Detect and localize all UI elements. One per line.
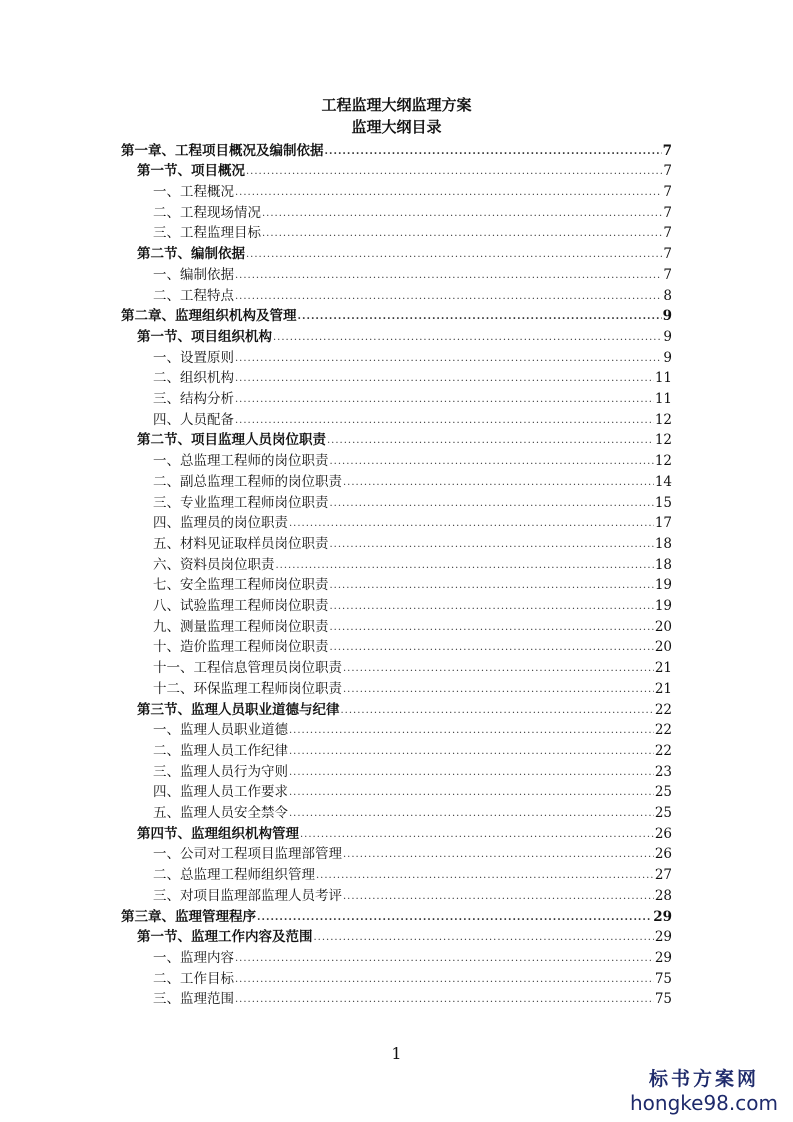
toc-entry-label: 第四节、监理组织机构管理 [137,825,299,842]
toc-entry-label: 三、监理范围 [153,991,234,1008]
toc-entry[interactable] [137,160,672,181]
toc-leader-dots [341,702,654,716]
toc-entry-label: 三、工程监理目标 [153,225,261,242]
toc-entry-page: 7 [663,204,672,221]
toc-entry-label: 二、总监理工程师组织管理 [153,867,315,884]
toc-leader-dots [246,163,662,177]
toc-heading: 监理大纲目录 [351,118,442,136]
toc-entry-label: 二、工程现场情况 [153,204,261,221]
toc-entry-label: 第一节、项目组织机构 [137,328,272,345]
toc-entry-label: 九、测量监理工程师岗位职责 [153,618,329,635]
toc-entry-label: 三、结构分析 [153,391,234,408]
toc-entry[interactable] [153,864,672,885]
toc-entry-page: 14 [654,473,672,490]
toc-entry-label: 二、工作目标 [153,970,234,987]
toc-leader-dots [235,971,654,985]
toc-entry-page: 27 [654,867,672,884]
toc-entry-page: 26 [654,846,672,863]
toc-entry-page: 9 [662,308,672,325]
toc-entry-page: 18 [654,535,672,552]
toc-leader-dots [246,246,662,260]
toc-entry-label: 十二、环保监理工程师岗位职责 [153,680,342,697]
toc-entry-page: 21 [654,680,672,697]
toc-entry-label: 十一、工程信息管理员岗位职责 [153,660,342,677]
toc-entry[interactable] [153,222,672,243]
toc-entry[interactable] [153,387,672,408]
toc-entry-label: 一、设置原则 [153,349,234,366]
toc-leader-dots [289,743,654,757]
toc-entry-page: 17 [654,515,672,532]
toc-entry[interactable] [153,988,672,1009]
toc-entry[interactable] [153,574,672,595]
toc-entry-label: 四、监理人员工作要求 [153,784,288,801]
toc-entry[interactable] [137,822,672,843]
toc-entry[interactable] [153,201,672,222]
toc-entry-label: 第一节、监理工作内容及范围 [137,929,313,946]
toc-entry[interactable] [153,636,672,657]
toc-leader-dots [289,722,654,736]
toc-leader-dots [330,639,654,653]
toc-leader-dots [314,929,654,943]
toc-entry-label: 二、工程特点 [153,287,234,304]
toc-entry[interactable] [153,532,672,553]
toc-entry-page: 18 [654,556,672,573]
toc-entry[interactable] [153,719,672,740]
toc-leader-dots [289,764,654,778]
toc-leader-dots [273,329,662,343]
toc-leader-dots [330,495,654,509]
toc-entry-label: 三、专业监理工程师岗位职责 [153,494,329,511]
toc-entry[interactable] [153,512,672,533]
toc-entry[interactable] [153,657,672,678]
toc-entry-page: 20 [654,618,672,635]
toc-entry-label: 六、资料员岗位职责 [153,556,275,573]
watermark-url: hongke98.com [630,1091,778,1115]
toc-leader-dots [276,557,654,571]
toc-entry-page: 8 [663,287,672,304]
toc-leader-dots [235,391,654,405]
toc-leader-dots [235,288,662,302]
toc-entry-page: 12 [654,411,672,428]
toc-entry-page: 9 [663,328,672,345]
toc-entry-page: 9 [663,349,672,366]
toc-leader-dots [343,681,654,695]
toc-leader-dots [235,350,662,364]
toc-entry[interactable] [153,801,672,822]
toc-entry[interactable] [153,739,672,760]
toc-entry-label: 一、工程概况 [153,184,234,201]
toc-leader-dots [327,432,654,446]
watermark-site-name: 标书方案网 [648,1068,759,1090]
toc-entry[interactable] [153,967,672,988]
toc-entry-page: 11 [654,370,672,387]
toc-leader-dots [330,619,654,633]
toc-entry[interactable] [153,884,672,905]
toc-leader-dots [257,909,652,923]
toc-entry[interactable] [137,243,672,264]
toc-entry-page: 29 [653,908,672,925]
toc-entry[interactable] [137,698,672,719]
toc-entry[interactable] [153,180,672,201]
toc-leader-dots [316,867,654,881]
toc-entry-label: 一、监理内容 [153,949,234,966]
toc-entry-label: 五、监理人员安全禁令 [153,805,288,822]
toc-entry-page: 19 [654,598,672,615]
toc-entry[interactable] [137,926,672,947]
toc-entry[interactable] [153,594,672,615]
toc-entry-label: 一、公司对工程项目监理部管理 [153,846,342,863]
toc-entry-page: 7 [663,184,672,201]
toc-entry-page: 7 [663,246,672,263]
toc-entry-label: 三、监理人员行为守则 [153,763,288,780]
toc-entry-page: 7 [663,163,672,180]
toc-entry-page: 22 [654,701,672,718]
toc-entry-label: 七、安全监理工程师岗位职责 [153,577,329,594]
toc-leader-dots [262,225,662,239]
toc-entry-label: 第二章、监理组织机构及管理 [121,308,297,325]
toc-entry-page: 23 [654,763,672,780]
toc-entry[interactable] [121,305,672,326]
toc-leader-dots [235,950,654,964]
toc-entry-page: 28 [654,887,672,904]
toc-leader-dots [298,308,662,322]
toc-leader-dots [330,453,654,467]
toc-leader-dots [235,184,662,198]
toc-entry[interactable] [121,905,672,926]
toc-entry[interactable] [153,450,672,471]
toc-entry-page: 11 [654,391,672,408]
toc-entry-page: 20 [654,639,672,656]
toc-entry[interactable] [153,346,672,367]
toc-entry-label: 十、造价监理工程师岗位职责 [153,639,329,656]
toc-entry-label: 一、监理人员职业道德 [153,722,288,739]
toc-entry-label: 一、总监理工程师的岗位职责 [153,453,329,470]
toc-entry-page: 29 [654,929,672,946]
toc-entry[interactable] [153,491,672,512]
toc-entry[interactable] [137,325,672,346]
toc-entry-label: 第二节、编制依据 [137,246,245,263]
toc-entry-label: 一、编制依据 [153,266,234,283]
toc-entry-page: 26 [654,825,672,842]
toc-leader-dots [289,805,654,819]
toc-entry-label: 二、组织机构 [153,370,234,387]
toc-entry-page: 12 [654,453,672,470]
toc-entry-label: 第二节、项目监理人员岗位职责 [137,432,326,449]
toc-entry-page: 7 [663,225,672,242]
toc-leader-dots [343,474,654,488]
toc-leader-dots [235,991,654,1005]
page-number: 1 [391,1044,402,1063]
toc-leader-dots [343,846,654,860]
document-title: 工程监理大纲监理方案 [321,96,472,114]
toc-leader-dots [300,826,654,840]
toc-entry[interactable] [153,760,672,781]
toc-entry-page: 75 [654,991,672,1008]
toc-entry[interactable] [153,263,672,284]
toc-entry[interactable] [153,470,672,491]
toc-leader-dots [289,784,654,798]
toc-entry-label: 三、对项目监理部监理人员考评 [153,887,342,904]
toc-entry-label: 四、人员配备 [153,411,234,428]
toc-entry-page: 12 [654,432,672,449]
site-watermark [629,1067,779,1115]
toc-entry[interactable] [153,843,672,864]
toc-leader-dots [235,267,662,281]
toc-entry-label: 第一节、项目概况 [137,163,245,180]
toc-entry[interactable] [153,946,672,967]
toc-leader-dots [235,370,654,384]
toc-leader-dots [343,660,654,674]
toc-entry[interactable] [153,367,672,388]
toc-entry[interactable] [153,408,672,429]
toc-leader-dots [330,577,654,591]
toc-entry-page: 21 [654,660,672,677]
toc-entry-page: 7 [662,142,672,159]
toc-leader-dots [330,598,654,612]
toc-entry[interactable] [153,781,672,802]
toc-entry-page: 75 [654,970,672,987]
toc-entry-label: 二、监理人员工作纪律 [153,742,288,759]
toc-entry[interactable] [137,429,672,450]
toc-leader-dots [289,515,654,529]
toc-entry[interactable] [121,139,672,160]
toc-entry[interactable] [153,677,672,698]
toc-entry-page: 15 [654,494,672,511]
toc-entry-label: 第三节、监理人员职业道德与纪律 [137,701,340,718]
toc-entry-label: 第一章、工程项目概况及编制依据 [121,142,324,159]
toc-leader-dots [325,143,662,157]
toc-entry-label: 五、材料见证取样员岗位职责 [153,535,329,552]
toc-entry-label: 第三章、监理管理程序 [121,908,256,925]
toc-leader-dots [235,412,654,426]
toc-entry-page: 25 [654,784,672,801]
toc-entry-page: 25 [654,805,672,822]
toc-leader-dots [343,888,654,902]
toc-leader-dots [330,536,654,550]
toc-entry-label: 四、监理员的岗位职责 [153,515,288,532]
toc-entry-label: 八、试验监理工程师岗位职责 [153,598,329,615]
toc-entry[interactable] [153,284,672,305]
toc-entry-label: 二、副总监理工程师的岗位职责 [153,473,342,490]
toc-entry-page: 19 [654,577,672,594]
toc-entry-page: 22 [654,722,672,739]
toc-entry[interactable] [153,553,672,574]
toc-entry-page: 22 [654,742,672,759]
toc-entry[interactable] [153,615,672,636]
toc-entry-page: 7 [663,266,672,283]
toc-entry-page: 29 [654,949,672,966]
toc-leader-dots [262,205,662,219]
